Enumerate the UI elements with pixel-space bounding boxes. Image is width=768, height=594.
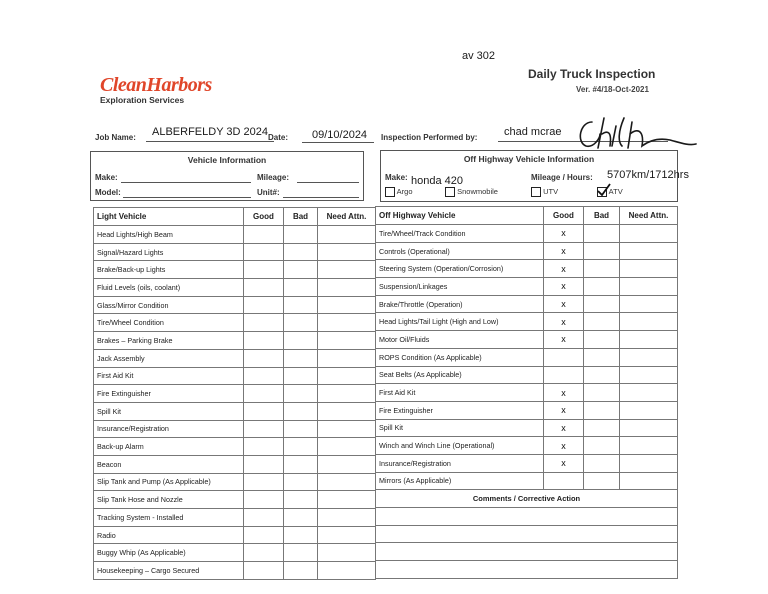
need-attn-cell[interactable] [318, 367, 376, 385]
bad-cell[interactable] [584, 260, 620, 278]
row-label: Fluid Levels (oils, coolant) [94, 279, 244, 297]
good-cell[interactable] [244, 367, 284, 385]
need-attn-cell[interactable] [620, 437, 678, 455]
row-label: Spill Kit [376, 419, 544, 437]
checkbox-checked-icon [597, 187, 607, 197]
table-row [94, 420, 376, 438]
table-row [94, 438, 376, 456]
good-cell[interactable]: x [544, 454, 584, 472]
table-row [94, 544, 376, 562]
table-row [376, 366, 678, 384]
bad-cell[interactable] [284, 349, 318, 367]
bad-cell[interactable] [284, 367, 318, 385]
good-cell[interactable] [244, 385, 284, 403]
good-cell[interactable] [244, 455, 284, 473]
row-label: Buggy Whip (As Applicable) [94, 544, 244, 562]
table-row [94, 261, 376, 279]
bad-cell[interactable] [284, 279, 318, 297]
bad-cell[interactable] [284, 438, 318, 456]
row-label: First Aid Kit [94, 367, 244, 385]
row-label: Head Lights/High Beam [94, 226, 244, 244]
row-label: Glass/Mirror Condition [94, 296, 244, 314]
table-row [376, 419, 678, 437]
need-attn-cell[interactable] [318, 473, 376, 491]
bad-cell[interactable] [584, 454, 620, 472]
need-attn-cell[interactable] [318, 402, 376, 420]
bad-cell[interactable] [284, 420, 318, 438]
light-vehicle-col-bad: Bad [284, 208, 318, 226]
comment-line[interactable] [376, 543, 678, 561]
need-attn-cell[interactable] [318, 526, 376, 544]
comment-line[interactable] [376, 508, 678, 526]
table-row [376, 295, 678, 313]
ohv-type-snowmobile[interactable]: Snowmobile [445, 187, 498, 197]
good-cell[interactable]: x [544, 313, 584, 331]
logo-subtitle: Exploration Services [100, 95, 185, 105]
table-row [94, 367, 376, 385]
need-attn-cell[interactable] [318, 509, 376, 527]
bad-cell[interactable] [584, 366, 620, 384]
bad-cell[interactable] [584, 419, 620, 437]
row-label: Back-up Alarm [94, 438, 244, 456]
table-row [94, 473, 376, 491]
bad-cell[interactable] [284, 332, 318, 350]
table-row [94, 279, 376, 297]
vehicle-make-label: Make: [95, 173, 118, 182]
table-row [376, 384, 678, 402]
bad-cell[interactable] [284, 226, 318, 244]
table-row [94, 314, 376, 332]
ohv-mileage-label: Mileage / Hours: [531, 173, 593, 182]
row-label: Insurance/Registration [376, 454, 544, 472]
light-vehicle-col-need-attn: Need Attn. [318, 208, 376, 226]
checkbox-icon [385, 187, 395, 197]
need-attn-cell[interactable] [620, 278, 678, 296]
vehicle-information-heading: Vehicle Information [187, 155, 267, 165]
comment-line-cell[interactable] [376, 508, 678, 526]
good-cell[interactable] [244, 526, 284, 544]
off-highway-col-good: Good [544, 207, 584, 225]
need-attn-cell[interactable] [620, 419, 678, 437]
row-label: Tracking System - Installed [94, 509, 244, 527]
row-label: Insurance/Registration [94, 420, 244, 438]
job-name-field[interactable] [146, 126, 274, 142]
need-attn-cell[interactable] [318, 243, 376, 261]
off-highway-col-item: Off Highway Vehicle [376, 207, 544, 225]
bad-cell[interactable] [584, 401, 620, 419]
need-attn-cell[interactable] [318, 314, 376, 332]
bad-cell[interactable] [584, 242, 620, 260]
good-cell[interactable]: x [544, 225, 584, 243]
row-label: Seat Belts (As Applicable) [376, 366, 544, 384]
good-cell[interactable]: x [544, 384, 584, 402]
good-cell[interactable]: x [544, 295, 584, 313]
good-cell[interactable] [544, 348, 584, 366]
good-cell[interactable] [544, 366, 584, 384]
bad-cell[interactable] [284, 491, 318, 509]
good-cell[interactable] [244, 491, 284, 509]
performed-by-label: Inspection Performed by: [381, 133, 478, 142]
bad-cell[interactable] [284, 455, 318, 473]
table-row [94, 509, 376, 527]
row-label: Tire/Wheel Condition [94, 314, 244, 332]
table-row [376, 260, 678, 278]
row-label: Head Lights/Tail Light (High and Low) [376, 313, 544, 331]
date-label: Date: [268, 133, 289, 142]
bad-cell[interactable] [584, 437, 620, 455]
need-attn-cell[interactable] [620, 366, 678, 384]
need-attn-cell[interactable] [318, 491, 376, 509]
good-cell[interactable] [244, 402, 284, 420]
need-attn-cell[interactable] [620, 313, 678, 331]
table-row [94, 243, 376, 261]
table-row [376, 313, 678, 331]
need-attn-cell[interactable] [620, 401, 678, 419]
good-cell[interactable] [244, 473, 284, 491]
vehicle-unit-label: Unit#: [257, 188, 280, 197]
need-attn-cell[interactable] [318, 562, 376, 580]
row-label: Tire/Wheel/Track Condition [376, 225, 544, 243]
ohv-type-argo[interactable]: Argo [385, 187, 413, 197]
off-highway-col-need-attn: Need Attn. [620, 207, 678, 225]
need-attn-cell[interactable] [318, 438, 376, 456]
bad-cell[interactable] [284, 562, 318, 580]
row-label: Radio [94, 526, 244, 544]
bad-cell[interactable] [284, 261, 318, 279]
need-attn-cell[interactable] [318, 279, 376, 297]
vehicle-mileage-field[interactable] [297, 182, 359, 183]
job-name-label: Job Name: [95, 133, 136, 142]
bad-cell[interactable] [284, 509, 318, 527]
light-vehicle-col-good: Good [244, 208, 284, 226]
bad-cell[interactable] [284, 526, 318, 544]
row-label: Beacon [94, 455, 244, 473]
need-attn-cell[interactable] [620, 331, 678, 349]
off-highway-information-heading: Off Highway Vehicle Information [463, 154, 595, 164]
light-vehicle-col-item: Light Vehicle [94, 208, 244, 226]
bad-cell[interactable] [584, 278, 620, 296]
row-label: Mirrors (As Applicable) [376, 472, 544, 490]
row-label: Spill Kit [94, 402, 244, 420]
ohv-make-value: honda 420 [411, 175, 463, 187]
need-attn-cell[interactable] [318, 455, 376, 473]
bad-cell[interactable] [584, 295, 620, 313]
good-cell[interactable]: x [544, 401, 584, 419]
good-cell[interactable] [244, 243, 284, 261]
date-field[interactable] [302, 128, 374, 143]
row-label: ROPS Condition (As Applicable) [376, 348, 544, 366]
good-cell[interactable]: x [544, 278, 584, 296]
bad-cell[interactable] [284, 385, 318, 403]
table-row [94, 402, 376, 420]
off-highway-information-box [380, 150, 689, 202]
bad-cell[interactable] [584, 225, 620, 243]
need-attn-cell[interactable] [620, 348, 678, 366]
need-attn-cell[interactable] [620, 295, 678, 313]
date-value: 09/10/2024 [312, 129, 368, 141]
need-attn-cell[interactable] [620, 225, 678, 243]
handwritten-annotation: av 302 [462, 50, 496, 62]
row-label: Winch and Winch Line (Operational) [376, 437, 544, 455]
row-label: Brake/Back-up Lights [94, 261, 244, 279]
row-label: Steering System (Operation/Corrosion) [376, 260, 544, 278]
good-cell[interactable]: x [544, 419, 584, 437]
good-cell[interactable] [244, 296, 284, 314]
row-label: Fire Extinguisher [376, 401, 544, 419]
logo-wordmark: CleanHarbors [100, 74, 212, 96]
row-label: Fire Extinguisher [94, 385, 244, 403]
table-row [94, 296, 376, 314]
table-row [376, 225, 678, 243]
table-row [94, 385, 376, 403]
need-attn-cell[interactable] [318, 349, 376, 367]
bad-cell[interactable] [284, 473, 318, 491]
good-cell[interactable]: x [544, 331, 584, 349]
need-attn-cell[interactable] [620, 260, 678, 278]
bad-cell[interactable] [284, 296, 318, 314]
table-row [94, 349, 376, 367]
bad-cell[interactable] [584, 331, 620, 349]
table-row [94, 455, 376, 473]
need-attn-cell[interactable] [318, 296, 376, 314]
row-label: Brakes – Parking Brake [94, 332, 244, 350]
vehicle-model-field[interactable] [123, 197, 251, 198]
table-row [376, 472, 678, 490]
performed-by-value: chad mcrae [504, 126, 562, 138]
comment-line-cell[interactable] [376, 561, 678, 579]
bad-cell[interactable] [284, 402, 318, 420]
table-row [376, 437, 678, 455]
good-cell[interactable] [244, 544, 284, 562]
comments-header-row [376, 490, 678, 508]
need-attn-cell[interactable] [318, 226, 376, 244]
need-attn-cell[interactable] [318, 544, 376, 562]
table-row [376, 242, 678, 260]
job-name-value: ALBERFELDY 3D 2024 [152, 126, 268, 138]
vehicle-model-label: Model: [95, 188, 121, 197]
off-highway-col-bad: Bad [584, 207, 620, 225]
good-cell[interactable]: x [544, 242, 584, 260]
off-highway-header-row [376, 207, 678, 225]
bad-cell[interactable] [284, 314, 318, 332]
table-row [94, 526, 376, 544]
good-cell[interactable] [244, 332, 284, 350]
vehicle-information-box [90, 151, 364, 201]
vehicle-mileage-label: Mileage: [257, 173, 290, 182]
good-cell[interactable] [244, 314, 284, 332]
ohv-type-utv[interactable]: UTV [531, 187, 558, 197]
comment-line-cell[interactable] [376, 525, 678, 543]
bad-cell[interactable] [284, 544, 318, 562]
table-row [94, 562, 376, 580]
good-cell[interactable] [244, 438, 284, 456]
comment-line-cell[interactable] [376, 543, 678, 561]
comments-heading: Comments / Corrective Action [376, 490, 678, 508]
light-vehicle-table [93, 207, 376, 580]
row-label: Controls (Operational) [376, 242, 544, 260]
good-cell[interactable]: x [544, 437, 584, 455]
comment-line[interactable] [376, 525, 678, 543]
good-cell[interactable] [244, 279, 284, 297]
row-label: Brake/Throttle (Operation) [376, 295, 544, 313]
light-vehicle-header-row [94, 208, 376, 226]
company-logo [100, 74, 212, 105]
table-row [376, 454, 678, 472]
need-attn-cell[interactable] [620, 242, 678, 260]
ohv-type-atv[interactable]: ATV [597, 187, 623, 197]
comment-line[interactable] [376, 561, 678, 579]
table-row [94, 332, 376, 350]
vehicle-unit-field[interactable] [283, 197, 359, 198]
ohv-mileage-value: 5707km/1712hrs [607, 169, 689, 181]
table-row [376, 278, 678, 296]
need-attn-cell[interactable] [620, 472, 678, 490]
good-cell[interactable] [244, 509, 284, 527]
good-cell[interactable] [244, 349, 284, 367]
need-attn-cell[interactable] [318, 332, 376, 350]
good-cell[interactable] [244, 420, 284, 438]
table-row [94, 491, 376, 509]
table-row [376, 331, 678, 349]
form-title: Daily Truck Inspection [528, 67, 656, 81]
row-label: Suspension/Linkages [376, 278, 544, 296]
checkbox-icon [445, 187, 455, 197]
need-attn-cell[interactable] [318, 385, 376, 403]
bad-cell[interactable] [584, 472, 620, 490]
need-attn-cell[interactable] [318, 261, 376, 279]
row-label: Motor Oil/Fluids [376, 331, 544, 349]
bad-cell[interactable] [584, 384, 620, 402]
good-cell[interactable] [244, 562, 284, 580]
vehicle-make-field[interactable] [121, 182, 251, 183]
form-version: Ver. #4/18-Oct-2021 [576, 85, 649, 94]
ohv-make-label: Make: [385, 173, 408, 182]
row-label: First Aid Kit [376, 384, 544, 402]
checkbox-icon [531, 187, 541, 197]
table-row [376, 348, 678, 366]
row-label: Slip Tank Hose and Nozzle [94, 491, 244, 509]
off-highway-table [375, 206, 678, 579]
need-attn-cell[interactable] [318, 420, 376, 438]
row-label: Signal/Hazard Lights [94, 243, 244, 261]
good-cell[interactable] [544, 472, 584, 490]
row-label: Housekeeping – Cargo Secured [94, 562, 244, 580]
bad-cell[interactable] [584, 348, 620, 366]
need-attn-cell[interactable] [620, 454, 678, 472]
row-label: Slip Tank and Pump (As Applicable) [94, 473, 244, 491]
good-cell[interactable] [244, 261, 284, 279]
row-label: Jack Assembly [94, 349, 244, 367]
good-cell[interactable] [244, 226, 284, 244]
bad-cell[interactable] [284, 243, 318, 261]
bad-cell[interactable] [584, 313, 620, 331]
need-attn-cell[interactable] [620, 384, 678, 402]
good-cell[interactable]: x [544, 260, 584, 278]
table-row [376, 401, 678, 419]
table-row [94, 226, 376, 244]
